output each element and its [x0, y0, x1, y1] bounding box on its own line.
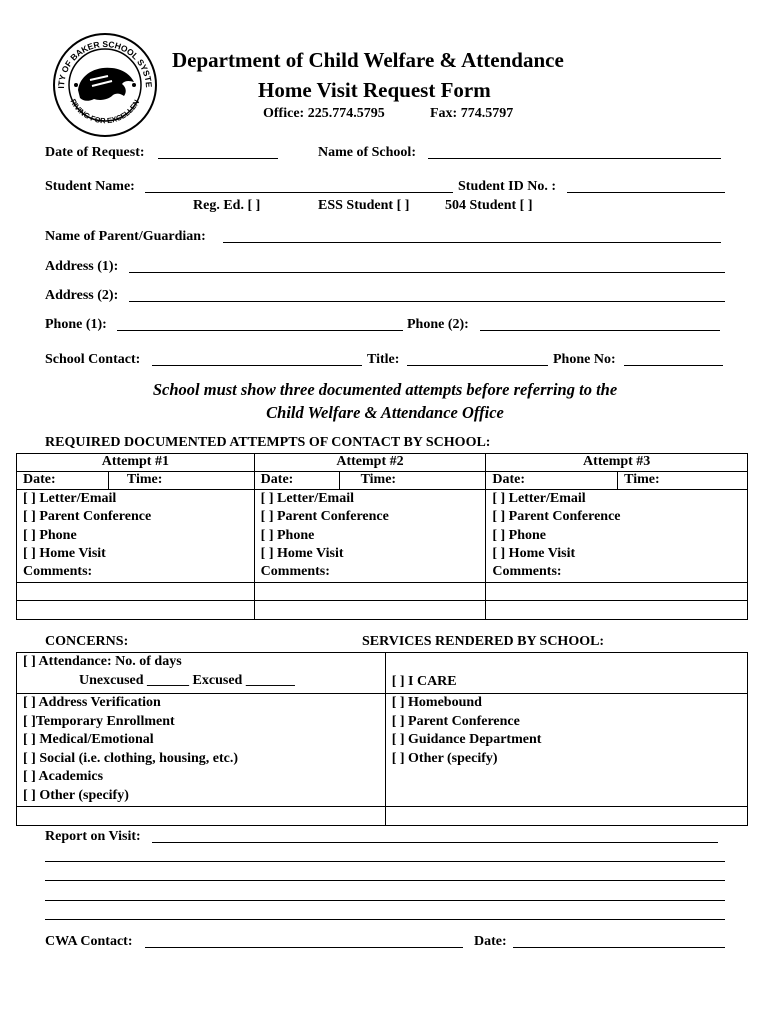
- title-field[interactable]: [407, 365, 548, 366]
- cwa-date-field[interactable]: [513, 947, 725, 948]
- report-on-visit-field[interactable]: [152, 842, 718, 843]
- attempts-table: [16, 453, 748, 620]
- attempt-2-parent-conference[interactable]: [ ] Parent Conference: [260, 509, 389, 525]
- parent-guardian-label: Name of Parent/Guardian:: [45, 229, 206, 244]
- concern-temporary-enrollment[interactable]: [ ]Temporary Enrollment: [23, 713, 175, 729]
- buffalo-icon: [74, 68, 136, 101]
- attempt-3-comments-line-1[interactable]: [486, 583, 748, 601]
- attempts-heading: REQUIRED DOCUMENTED ATTEMPTS OF CONTACT BY SCHOOL:: [45, 435, 491, 450]
- school-contact-field[interactable]: [152, 365, 362, 366]
- phone1-label: Phone (1):: [45, 317, 107, 332]
- attempt-2-time[interactable]: Time:: [339, 472, 486, 490]
- phone1-field[interactable]: [117, 330, 403, 331]
- concern-medical-emotional[interactable]: [ ] Medical/Emotional: [23, 732, 154, 747]
- attempt-2-date[interactable]: Date:: [254, 472, 339, 490]
- concern-other-specify-line[interactable]: [17, 807, 386, 826]
- attempt-1-time[interactable]: Time:: [108, 472, 254, 490]
- school-contact-label: School Contact:: [45, 352, 141, 367]
- attempt-2-letter-email[interactable]: [ ] Letter/Email: [260, 491, 354, 506]
- service-guidance-department[interactable]: [ ] Guidance Department: [391, 732, 542, 747]
- address2-field[interactable]: [129, 301, 725, 302]
- services-heading: SERVICES RENDERED BY SCHOOL:: [362, 634, 605, 649]
- student-id-field[interactable]: [567, 192, 725, 193]
- name-of-school-field[interactable]: [428, 158, 721, 159]
- phone-no-field[interactable]: [624, 365, 723, 366]
- service-other[interactable]: [ ] Other (specify): [391, 750, 498, 766]
- parent-guardian-field[interactable]: [223, 242, 721, 243]
- date-of-request-label: Date of Request:: [45, 145, 145, 160]
- report-line-2[interactable]: [45, 861, 725, 862]
- seal-ring-text-bottom: RIVING FOR EXCELLEN: [68, 97, 142, 126]
- phone2-field[interactable]: [480, 330, 720, 331]
- office-phone: Office: 225.774.5795: [263, 106, 385, 121]
- concern-address-verification[interactable]: [ ] Address Verification: [23, 695, 161, 710]
- concern-attendance[interactable]: [ ] Attendance: No. of days: [23, 654, 182, 669]
- attempt-1-phone[interactable]: [ ] Phone: [23, 527, 77, 543]
- attempt-2-home-visit[interactable]: [ ] Home Visit: [260, 545, 344, 561]
- attempt-2-comments-label: Comments:: [260, 564, 330, 580]
- concerns-services-table: [16, 652, 748, 826]
- attempt-1-header: Attempt #1: [17, 454, 255, 472]
- attempt-1-home-visit[interactable]: [ ] Home Visit: [23, 545, 106, 561]
- attempt-1-comments-label: Comments:: [23, 564, 93, 580]
- report-line-3[interactable]: [45, 880, 725, 881]
- attempt-3-comments-label: Comments:: [492, 564, 562, 580]
- notice-line-2: Child Welfare & Attendance Office: [266, 403, 504, 422]
- attempt-3-parent-conference[interactable]: [ ] Parent Conference: [492, 509, 621, 525]
- seal-ring-text-top: ITY OF BAKER SCHOOL SYSTE: [55, 38, 155, 89]
- attempt-3-header: Attempt #3: [486, 454, 748, 472]
- attempt-2-comments-line-1[interactable]: [254, 583, 486, 601]
- concerns-heading: CONCERNS:: [45, 634, 129, 649]
- report-line-5[interactable]: [45, 919, 725, 920]
- district-seal-logo: [50, 30, 160, 140]
- concern-other[interactable]: [ ] Other (specify): [23, 787, 129, 803]
- cwa-contact-label: CWA Contact:: [45, 934, 133, 949]
- attempt-3-home-visit[interactable]: [ ] Home Visit: [492, 545, 576, 561]
- student-id-label: Student ID No. :: [458, 179, 557, 194]
- concern-attendance-days[interactable]: Unexcused ______ Excused _______: [79, 672, 295, 688]
- address1-field[interactable]: [129, 272, 725, 273]
- title-label: Title:: [367, 352, 400, 367]
- attempt-3-date[interactable]: Date:: [486, 472, 618, 490]
- attempt-3-time[interactable]: Time:: [618, 472, 748, 490]
- 504-student-checkbox[interactable]: 504 Student [ ]: [445, 198, 533, 213]
- fax-number: Fax: 774.5797: [430, 106, 514, 121]
- service-icare[interactable]: [ ] I CARE: [385, 653, 747, 694]
- attempt-2-header: Attempt #2: [254, 454, 486, 472]
- attempt-1-comments-line-2[interactable]: [17, 601, 255, 620]
- address2-label: Address (2):: [45, 288, 119, 303]
- form-title: Home Visit Request Form: [258, 78, 491, 102]
- name-of-school-label: Name of School:: [318, 145, 416, 160]
- form-title-department: Department of Child Welfare & Attendance: [172, 48, 564, 72]
- attempt-3-phone[interactable]: [ ] Phone: [492, 527, 547, 543]
- concern-social[interactable]: [ ] Social (i.e. clothing, housing, etc.): [23, 750, 239, 766]
- reg-ed-checkbox[interactable]: Reg. Ed. [ ]: [193, 198, 261, 213]
- attempt-1-parent-conference[interactable]: [ ] Parent Conference: [23, 509, 152, 525]
- service-other-specify-line[interactable]: [385, 807, 747, 826]
- service-parent-conference[interactable]: [ ] Parent Conference: [391, 713, 520, 729]
- attempt-3-letter-email[interactable]: [ ] Letter/Email: [492, 491, 586, 506]
- student-name-field[interactable]: [145, 192, 453, 193]
- student-name-label: Student Name:: [45, 179, 135, 194]
- attempt-2-phone[interactable]: [ ] Phone: [260, 527, 315, 543]
- report-line-4[interactable]: [45, 900, 725, 901]
- address1-label: Address (1):: [45, 259, 119, 274]
- report-on-visit-label: Report on Visit:: [45, 829, 141, 844]
- attempt-1-comments-line-1[interactable]: [17, 583, 255, 601]
- ess-student-checkbox[interactable]: ESS Student [ ]: [318, 198, 410, 213]
- notice-line-1: School must show three documented attempts before referring to the: [152, 380, 618, 399]
- cwa-contact-field[interactable]: [145, 947, 463, 948]
- attempt-1-letter-email[interactable]: [ ] Letter/Email: [23, 491, 117, 506]
- attempt-2-comments-line-2[interactable]: [254, 601, 486, 620]
- phone-no-label: Phone No:: [553, 352, 616, 367]
- phone2-label: Phone (2):: [407, 317, 469, 332]
- concern-academics[interactable]: [ ] Academics: [23, 769, 104, 784]
- attempt-1-date[interactable]: Date:: [17, 472, 109, 490]
- cwa-date-label: Date:: [474, 934, 507, 949]
- service-homebound[interactable]: [ ] Homebound: [391, 695, 482, 710]
- attempt-3-comments-line-2[interactable]: [486, 601, 748, 620]
- date-of-request-field[interactable]: [158, 158, 278, 159]
